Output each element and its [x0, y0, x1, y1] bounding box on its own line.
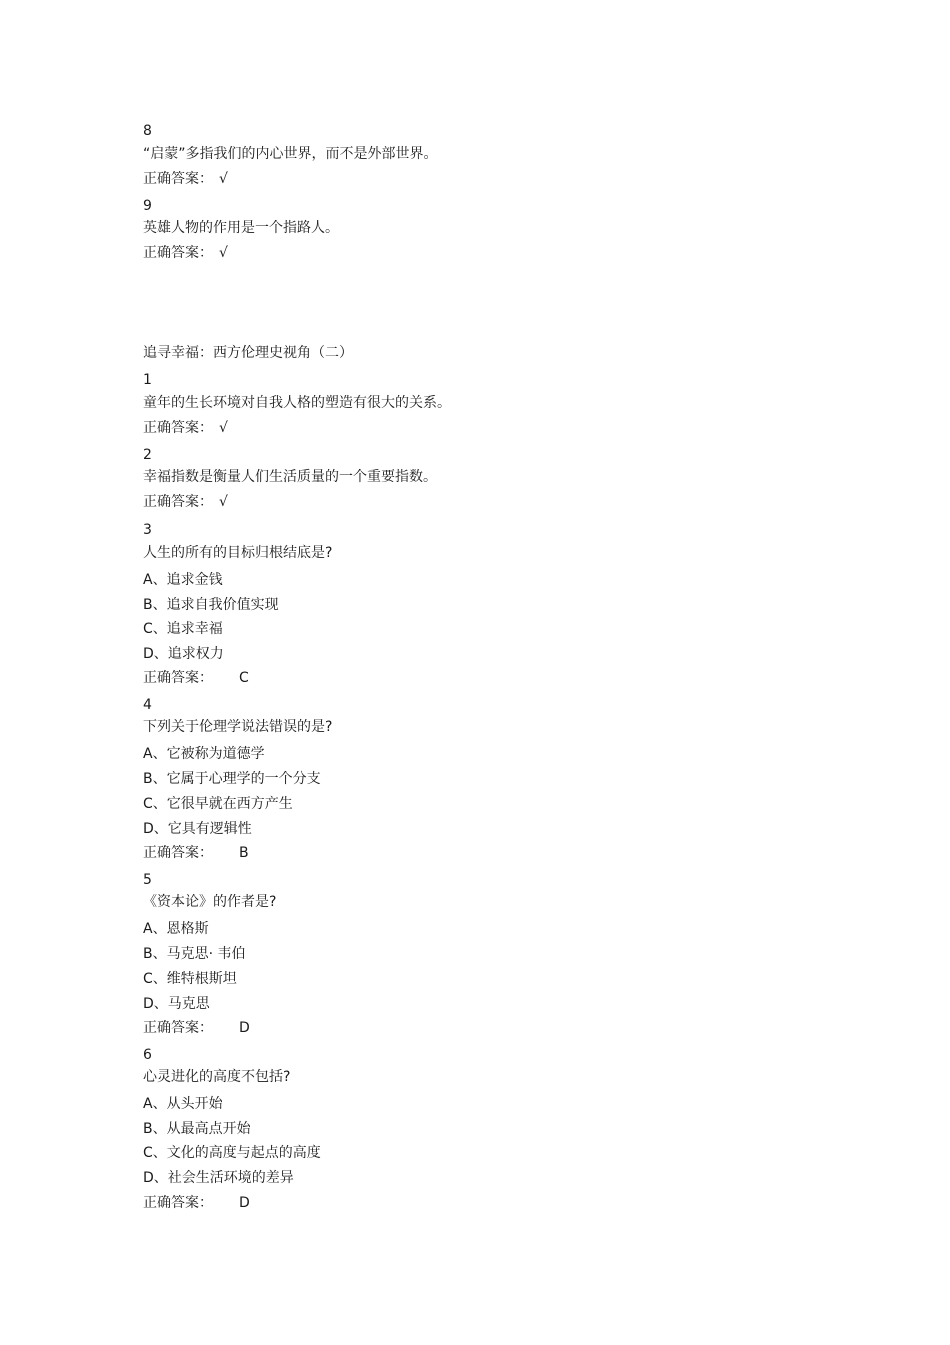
answer-label: 正确答案： [143, 845, 213, 861]
question-number: 9 [143, 198, 152, 214]
answer-value: √ [219, 420, 228, 436]
answer-line [143, 844, 249, 862]
question-text: 童年的生长环境对自我人格的塑造有很大的关系。 [143, 395, 451, 411]
answer-label: 正确答案： [143, 420, 213, 436]
option-d: D、马克思 [143, 996, 210, 1012]
answer-value: √ [219, 171, 228, 187]
answer-value: √ [219, 494, 228, 510]
answer-label: 正确答案： [143, 1020, 213, 1036]
question-number: 1 [143, 372, 152, 388]
option-a: A、从头开始 [143, 1096, 223, 1112]
question-number: 6 [143, 1047, 152, 1063]
option-c: C、追求幸福 [143, 621, 223, 637]
question-text: 心灵进化的高度不包括? [143, 1069, 291, 1085]
question-number: 3 [143, 522, 152, 538]
answer-value: C [239, 670, 249, 686]
question-text: 《资本论》的作者是? [143, 894, 277, 910]
option-d: D、它具有逻辑性 [143, 821, 252, 837]
question-text: 下列关于伦理学说法错误的是? [143, 719, 333, 735]
question-text: “启蒙”多指我们的内心世界，而不是外部世界。 [143, 146, 438, 162]
answer-line [143, 419, 228, 437]
question-number: 2 [143, 447, 152, 463]
option-b: B、追求自我价值实现 [143, 597, 279, 613]
option-b: B、它属于心理学的一个分支 [143, 771, 321, 787]
answer-label: 正确答案： [143, 171, 213, 187]
option-a: A、它被称为道德学 [143, 746, 265, 762]
answer-value: D [239, 1020, 250, 1036]
option-b: B、从最高点开始 [143, 1121, 251, 1137]
answer-line [143, 244, 228, 262]
answer-label: 正确答案： [143, 494, 213, 510]
answer-line [143, 669, 249, 687]
answer-label: 正确答案： [143, 245, 213, 261]
question-number: 8 [143, 123, 152, 139]
option-c: C、它很早就在西方产生 [143, 796, 293, 812]
answer-value: √ [219, 245, 228, 261]
answer-value: B [239, 845, 249, 861]
option-c: C、维特根斯坦 [143, 971, 237, 987]
question-text: 人生的所有的目标归根结底是? [143, 545, 333, 561]
answer-label: 正确答案： [143, 670, 213, 686]
question-number: 4 [143, 697, 152, 713]
option-a: A、追求金钱 [143, 572, 223, 588]
section-title: 追寻幸福：西方伦理史视角（二） [143, 345, 353, 361]
option-c: C、文化的高度与起点的高度 [143, 1145, 321, 1161]
answer-line [143, 493, 228, 511]
answer-line [143, 170, 228, 188]
answer-label: 正确答案： [143, 1195, 213, 1211]
option-b: B、马克思· 韦伯 [143, 946, 246, 962]
option-d: D、社会生活环境的差异 [143, 1170, 294, 1186]
option-a: A、恩格斯 [143, 921, 209, 937]
answer-line [143, 1194, 250, 1212]
option-d: D、追求权力 [143, 646, 224, 662]
question-text: 幸福指数是衡量人们生活质量的一个重要指数。 [143, 469, 437, 485]
question-text: 英雄人物的作用是一个指路人。 [143, 220, 339, 236]
question-number: 5 [143, 872, 152, 888]
answer-line [143, 1019, 250, 1037]
answer-value: D [239, 1195, 250, 1211]
